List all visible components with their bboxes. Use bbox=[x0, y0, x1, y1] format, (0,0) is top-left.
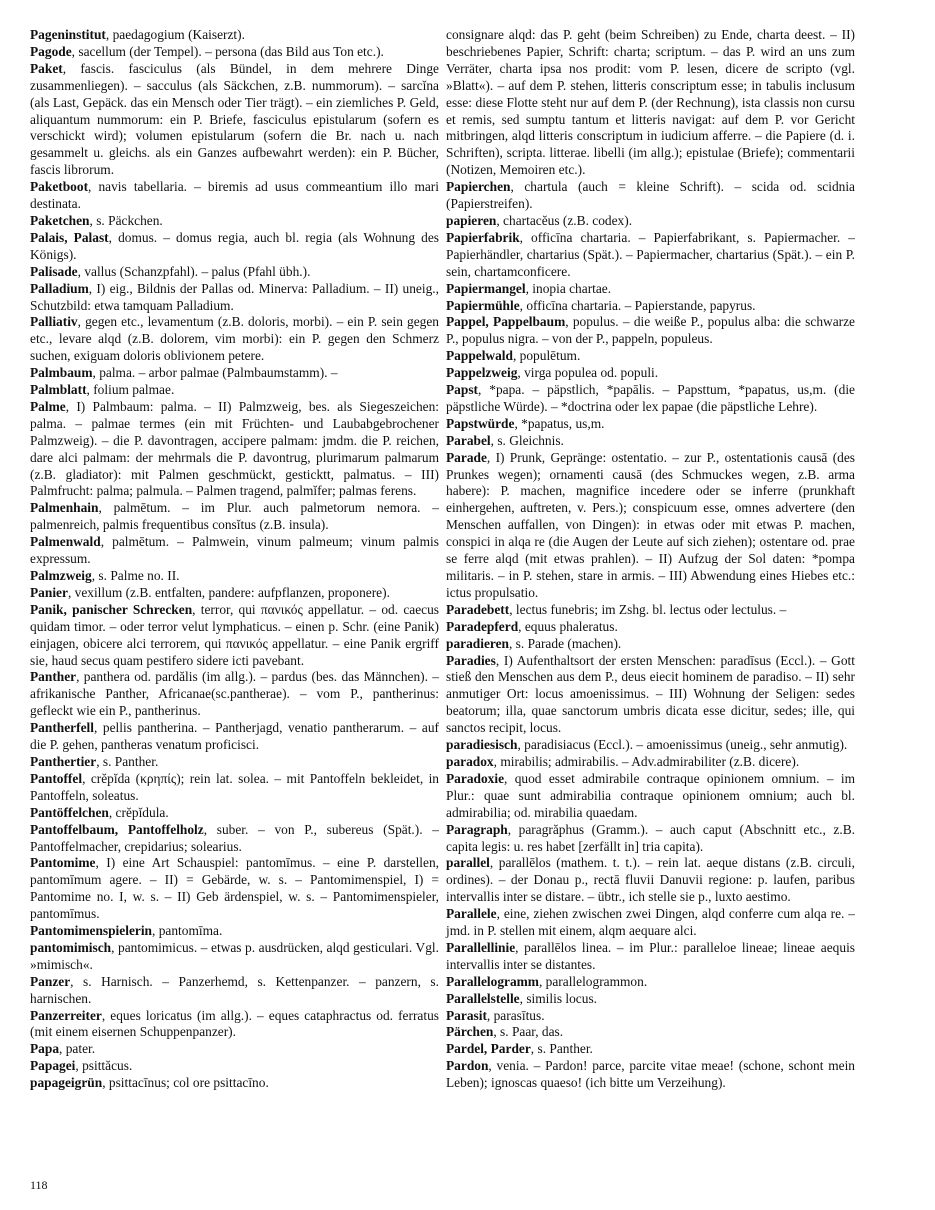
left-column bbox=[30, 27, 439, 1092]
headword: Pagode bbox=[30, 43, 72, 59]
definition: , suber. – von P., subereus (Spät.). – Pantoffelmacher, crepidarius; solearius. bbox=[30, 821, 439, 854]
dictionary-entry bbox=[446, 27, 855, 179]
headword: Pappel, Pappelbaum bbox=[446, 314, 566, 330]
dictionary-entry bbox=[446, 1041, 855, 1058]
dictionary-entry bbox=[30, 822, 439, 856]
page-number: 118 bbox=[30, 1178, 48, 1192]
dictionary-entry bbox=[30, 568, 439, 585]
definition: , I) Prunk, Gepränge: ostentatio. – zur P., ostentationis causā (des Prunkes wegen); ornamenti causā (des Schmuckes wegen, z.B. arma habere): P. machen, magnifice incedere oder se inferre (prunkhaft einhergehen, auftreten, v. Pers.); conspicuum esse, omnes advertere (den Menschen auffallen, von Dingen): in etwas oder mit etwas P. machen, conspici in alqa re (die Augen der Leute auf sich ziehen); ostentare od. prae se ferre alqd (mit etwas prahlen). – II) Aufzug der Sol daten: *pompa militaris. – in P. stehen, stare in armis. – III) Abwendung eines Hiebes etc.: ictus propulsatio. bbox=[446, 449, 855, 600]
headword: Paket bbox=[30, 60, 63, 76]
headword: paradieren bbox=[446, 635, 509, 651]
headword: Pärchen bbox=[446, 1024, 494, 1040]
headword: Pantoffel bbox=[30, 770, 83, 786]
definition: , psittacīnus; col ore psittacīno. bbox=[102, 1075, 269, 1091]
definition: , palma. – arbor palmae (Palmbaumstamm). – bbox=[92, 365, 338, 381]
dictionary-entry bbox=[30, 213, 439, 230]
definition: , palmētum. – im Plur. auch palmetorum nemora. – palmenreich, palmis frequentibus consĭtus (z.B. insula). bbox=[30, 500, 439, 533]
headword: Panthertier bbox=[30, 753, 97, 769]
headword: papageigrün bbox=[30, 1075, 103, 1091]
dictionary-entry bbox=[446, 991, 855, 1008]
definition: , pellis pantherina. – Pantherjagd, venatio pantherarum. – auf die P. gehen, pantheras venatum proficisci. bbox=[30, 720, 439, 753]
dictionary-entry bbox=[30, 585, 439, 602]
headword: Palliativ bbox=[30, 314, 78, 330]
dictionary-entry bbox=[446, 213, 855, 230]
definition: , folium palmae. bbox=[86, 382, 175, 398]
dictionary-entry bbox=[30, 534, 439, 568]
definition: , quod esset admirabile contraque opinionem omnium. – im Plur.: quae sunt admirabilia contraque opinionem omnium; auch bl. admirabilia; od. mirabilia quaedam. bbox=[446, 770, 855, 820]
dictionary-entry bbox=[446, 348, 855, 365]
headword: Parallelogramm bbox=[446, 973, 539, 989]
headword: Paragraph bbox=[446, 821, 508, 837]
definition: , fascis. fasciculus (als Bündel, in dem mehrere Dinge zusammenliegen). – sacculus (als Säckchen, z.B. nummorum). – sarcĭna (als Last, Gepäck. das ein Mensch oder Tier trägt). – ein ziemliches P. Geld, aliquantum nummorum: ein P. Briefe, fasciculus epistularum (sofern es verschickt wird); volumen epistularum (sofern die Br. nach u. nach gesammelt u. gleichs. als ein Ganzes aufbewahrt werden): ein P. Bücher, fascis librorum. bbox=[30, 60, 439, 178]
headword: Parallellinie bbox=[446, 939, 516, 955]
dictionary-entry bbox=[446, 230, 855, 281]
definition: , eques loricatus (im allg.). – eques cataphractus od. ferratus (mit einem eisernen Schuppenpanzer). bbox=[30, 1007, 439, 1040]
definition: , I) Palmbaum: palma. – II) Palmzweig, bes. als Siegeszeichen: palma. – palmae termes (ein mit Früchten- und Laubabgebrochener Palmzweig). – die P. davontragen, accipere palmam: jmdm. die P. reichen, dare alci palmam: der mehrmals die P. davontrug, plurimarum palmarum (z.B. gladiator): mit Palmen geschmückt, gesticktt, palmatus. – III) Palmfrucht: palma; palmula. – Palmen tragend, palmĭfer; palmas ferens. bbox=[30, 398, 439, 499]
headword: paradiesisch bbox=[446, 737, 518, 753]
dictionary-entry bbox=[30, 264, 439, 281]
dictionary-entry bbox=[446, 940, 855, 974]
headword: Papagei bbox=[30, 1058, 76, 1074]
dictionary-entry bbox=[446, 1058, 855, 1092]
definition: , I) Aufenthaltsort der ersten Menschen: paradīsus (Eccl.). – Gott stieß den Menschen aus dem P., deus eiecit hominem de paradiso. – II) sehr anmutiger Ort: locus amoenissimus. – III) Wohnung der Seligen: sedes beatorum; illa, quae sanctorum umbris dicata esse dicitur, sedes; ille, qui sanctos recipit, locus. bbox=[446, 652, 855, 736]
definition: , sacellum (der Tempel). – persona (das Bild aus Ton etc.). bbox=[71, 43, 384, 59]
dictionary-entry bbox=[446, 433, 855, 450]
definition: , s. Panther. bbox=[530, 1041, 593, 1057]
dictionary-entry bbox=[446, 602, 855, 619]
dictionary-entry bbox=[30, 1041, 439, 1058]
dictionary-entry bbox=[446, 737, 855, 754]
definition: , *papa. – päpstlich, *papālis. – Papsttum, *papatus, us,m. (die päpstliche Würde). – *doctrina oder lex papae (die päpstliche Lehre). bbox=[446, 382, 855, 414]
headword: Panzerreiter bbox=[30, 1007, 102, 1023]
headword: Pantherfell bbox=[30, 720, 94, 736]
headword: Papiermühle bbox=[446, 297, 520, 313]
dictionary-entry bbox=[30, 974, 439, 1008]
dictionary-entry bbox=[446, 1008, 855, 1025]
dictionary-entry bbox=[30, 500, 439, 534]
definition: , I) eine Art Schauspiel: pantomīmus. – eine P. darstellen, pantomīmum agere. – II) = Gebärde, w. s. – Pantomimenspiel, I) = Pantomime no. I, w. s. – II) Geb ärdenspiel, w. s. – Pantomimenspieler, pantomīmus. bbox=[30, 855, 439, 922]
headword: Parabel bbox=[446, 432, 491, 448]
definition: , chartula (auch = kleine Schrift). – scida od. scidnia (Papierstreifen). bbox=[446, 179, 855, 212]
dictionary-entry bbox=[446, 365, 855, 382]
dictionary-entry bbox=[446, 450, 855, 602]
definition: , navis tabellaria. – biremis ad usus commeantium illo mari destinata. bbox=[30, 179, 439, 212]
headword: Palmenhain bbox=[30, 500, 99, 516]
definition: , officīna chartaria. – Papierfabrikant, s. Papiermacher. – Papierhändler, chartarius (Spät.). – Papiermacher, chartarius (Spät.). – ein P. sein, chartamconficere. bbox=[446, 229, 855, 279]
dictionary-entry bbox=[30, 771, 439, 805]
headword: Parade bbox=[446, 449, 487, 465]
definition: , domus. – domus regia, auch bl. regia (als Wohnung des Königs). bbox=[30, 229, 439, 262]
definition: , *papatus, us,m. bbox=[514, 415, 605, 431]
dictionary-entry bbox=[446, 636, 855, 653]
dictionary-entry bbox=[446, 619, 855, 636]
headword: Papiermangel bbox=[446, 280, 526, 296]
headword: Parasit bbox=[446, 1007, 487, 1023]
definition: , paragrăphus (Gramm.). – auch caput (Abschnitt etc., z.B. capita legis: u. res habet [zerfällt in] tria capita). bbox=[446, 821, 855, 854]
headword: Pappelzweig bbox=[446, 365, 518, 381]
definition: consignare alqd: das P. geht (beim Schreiben) zu Ende, charta deest. – II) beschriebenes Papier, Schrift: charta; scriptum. – das P. wird an uns zum Verräter, charta ipsa nos prodit: vom P. lesen, dicere de scripto (vgl. »Blatt«). – auf dem P. stehen, litteris conscriptum esse; in tabulis inclusum esse: diese Flotte steht nur auf dem P. (der Rechnung), ista classis non cursu et remis, sed sumptu tantum et litteris navigat: auf dem P. vor Gericht mitbringen, alqd litteris conscriptum in iudicium afferre. – die Papiere (d. i. Schriften), scripta. litterae. libelli (im allg.); epistulae (Briefe); commentarii (Notizen, Memoiren etc.). bbox=[446, 27, 855, 178]
dictionary-entry bbox=[446, 314, 855, 348]
definition: , crĕpĭdula. bbox=[108, 804, 169, 820]
headword: Pantoffelbaum, Pantoffelholz bbox=[30, 821, 204, 837]
definition: , s. Palme no. II. bbox=[91, 568, 180, 583]
definition: , inopia chartae. bbox=[525, 280, 612, 296]
dictionary-entry bbox=[30, 230, 439, 264]
definition: , s. Gleichnis. bbox=[490, 432, 564, 448]
definition: , vexillum (z.B. entfalten, pandere: aufpflanzen, proponere). bbox=[67, 584, 390, 600]
definition: , I) eig., Bildnis der Pallas od. Minerva: Palladium. – II) uneig., Schutzbild: etwa tamquam Palladium. bbox=[30, 280, 439, 313]
headword: Palais, Palast bbox=[30, 229, 109, 245]
dictionary-entry bbox=[446, 855, 855, 906]
definition: , pater. bbox=[59, 1041, 96, 1057]
dictionary-entry bbox=[30, 940, 439, 974]
definition: , s. Parade (machen). bbox=[508, 635, 622, 651]
dictionary-entry bbox=[30, 602, 439, 670]
definition: , parallēlos linea. – im Plur.: paralleloe lineae; lineae aequis intervallis inter se distantes. bbox=[446, 939, 855, 972]
dictionary-entry bbox=[30, 365, 439, 382]
headword: parallel bbox=[446, 855, 490, 871]
definition: , s. Paar, das. bbox=[493, 1024, 564, 1040]
dictionary-entry bbox=[30, 1058, 439, 1075]
headword: Papst bbox=[446, 382, 478, 398]
definition: , mirabilis; admirabilis. – Adv.admirabiliter (z.B. dicere). bbox=[493, 753, 800, 769]
headword: Pappelwald bbox=[446, 348, 513, 364]
headword: Pardel, Parder bbox=[446, 1041, 531, 1057]
headword: Panzer bbox=[30, 973, 71, 989]
headword: Pantöffelchen bbox=[30, 804, 109, 820]
dictionary-entry bbox=[30, 27, 439, 44]
dictionary-entry bbox=[446, 822, 855, 856]
dictionary-entry bbox=[446, 382, 855, 416]
headword: Paradebett bbox=[446, 601, 510, 617]
definition: , parasītus. bbox=[486, 1007, 545, 1023]
headword: Papstwürde bbox=[446, 415, 515, 431]
dictionary-entry bbox=[30, 754, 439, 771]
dictionary-entry bbox=[30, 1075, 439, 1092]
headword: Paradepferd bbox=[446, 618, 519, 634]
headword: Papierfabrik bbox=[446, 229, 520, 245]
headword: Pantomime bbox=[30, 855, 96, 871]
definition: , crĕpĭda (κρηπίς); rein lat. solea. – mit Pantoffeln bekleidet, in Pantoffeln, soleatus. bbox=[30, 770, 439, 803]
headword: Palmblatt bbox=[30, 382, 87, 398]
definition: , officīna chartaria. – Papierstande, papyrus. bbox=[519, 297, 756, 313]
dictionary-entry bbox=[446, 281, 855, 298]
definition: , eine, ziehen zwischen zwei Dingen, alqd conferre cum alqa re. – jmd. in P. stellen mit einem, alqm aequare alci. bbox=[446, 906, 855, 939]
headword: Pantomimenspielerin bbox=[30, 923, 152, 939]
definition: , venia. – Pardon! parce, parcite vitae meae! (schone, schont mein Leben); ignoscas quaeso! (ich bitte um Verzeihung). bbox=[446, 1058, 855, 1091]
headword: Paradoxie bbox=[446, 770, 505, 786]
definition: , terror, qui πανικός appellatur. – od. caecus quidam timor. – oder terror velut lymphaticus. – einen p. Schr. (eine Panik) einjagen, obicere alci terrorem, qui πανικός appellatur. – eine Panik ergriff sie, haud secus quam pestifero sidere icti pavebant. bbox=[30, 601, 439, 668]
headword: Panik, panischer Schrecken bbox=[30, 601, 193, 617]
dictionary-entry bbox=[30, 720, 439, 754]
definition: , paradisiacus (Eccl.). – amoenissimus (uneig., sehr anmutig). bbox=[517, 737, 848, 753]
dictionary-entry bbox=[446, 771, 855, 822]
definition: , virga populea od. populi. bbox=[517, 365, 659, 381]
headword: Paketchen bbox=[30, 212, 90, 228]
right-column bbox=[446, 27, 855, 1092]
definition: , gegen etc., levamentum (z.B. doloris, morbi). – ein P. sein gegen etc., levare alqd (z.B. dolorem, vim morbi): ein P. gegen den Schmerz suchen, exiguam doloris oblivionem petere. bbox=[30, 314, 439, 364]
dictionary-entry bbox=[30, 44, 439, 61]
definition: , panthera od. pardălis (im allg.). – pardus (bes. das Männchen). – afrikanische Panther, Africanae(sc.pantherae). – vom P., pantherinus: gefleckt wie ein P., pantherinus. bbox=[30, 669, 439, 719]
dictionary-entry bbox=[30, 314, 439, 365]
dictionary-entry bbox=[30, 855, 439, 923]
headword: papieren bbox=[446, 212, 497, 228]
definition: , palmētum. – Palmwein, vinum palmeum; vinum palmis expressum. bbox=[30, 534, 439, 567]
headword: paradox bbox=[446, 753, 494, 769]
headword: Paketboot bbox=[30, 179, 89, 195]
headword: Pageninstitut bbox=[30, 27, 106, 42]
headword: Panier bbox=[30, 584, 68, 600]
dictionary-entry bbox=[30, 805, 439, 822]
definition: , parallelogrammon. bbox=[538, 973, 648, 989]
headword: Palme bbox=[30, 398, 66, 414]
definition: , pantomīma. bbox=[152, 923, 223, 939]
dictionary-entry bbox=[446, 754, 855, 771]
definition: , vallus (Schanzpfahl). – palus (Pfahl übh.). bbox=[77, 263, 311, 279]
definition: , s. Päckchen. bbox=[89, 212, 163, 228]
headword: Papierchen bbox=[446, 179, 511, 195]
dictionary-entry bbox=[446, 653, 855, 738]
dictionary-entry bbox=[446, 906, 855, 940]
headword: Panther bbox=[30, 669, 77, 685]
definition: , equus phaleratus. bbox=[518, 618, 618, 634]
dictionary-entry bbox=[30, 382, 439, 399]
dictionary-entry bbox=[30, 179, 439, 213]
headword: Palmzweig bbox=[30, 568, 92, 583]
definition: , lectus funebris; im Zshg. bl. lectus oder lectulus. – bbox=[509, 601, 787, 617]
dictionary-entry bbox=[30, 1008, 439, 1042]
dictionary-entry bbox=[446, 179, 855, 213]
headword: Pardon bbox=[446, 1058, 489, 1074]
headword: Palmenwald bbox=[30, 534, 101, 550]
definition: , psittăcus. bbox=[75, 1058, 133, 1074]
dictionary-entry bbox=[446, 974, 855, 991]
dictionary-entry bbox=[30, 923, 439, 940]
dictionary-entry bbox=[446, 298, 855, 315]
definition: , populus. – die weiße P., populus alba: die schwarze P., populus nigra. – von der P., pappeln, populeus. bbox=[446, 314, 855, 347]
dictionary-entry bbox=[30, 281, 439, 315]
headword: Papa bbox=[30, 1041, 60, 1057]
headword: Palisade bbox=[30, 263, 78, 279]
dictionary-entry bbox=[30, 61, 439, 179]
dictionary-entry bbox=[30, 669, 439, 720]
definition: , pantomimicus. – etwas p. ausdrücken, alqd gesticulari. Vgl. »mimisch«. bbox=[30, 939, 439, 972]
dictionary-entry bbox=[446, 1024, 855, 1041]
headword: Parallelstelle bbox=[446, 990, 520, 1006]
headword: Palmbaum bbox=[30, 365, 93, 381]
headword: Paradies bbox=[446, 652, 496, 668]
headword: Palladium bbox=[30, 280, 89, 296]
definition: , paedagogium (Kaiserzt). bbox=[105, 27, 245, 42]
definition: , chartacĕus (z.B. codex). bbox=[496, 212, 633, 228]
definition: , s. Panther. bbox=[96, 753, 159, 769]
headword: Parallele bbox=[446, 906, 497, 922]
headword: pantomimisch bbox=[30, 939, 112, 955]
definition: , populētum. bbox=[512, 348, 581, 364]
dictionary-entry bbox=[446, 416, 855, 433]
definition: , parallēlos (mathem. t. t.). – rein lat. aeque distans (z.B. circuli, ordines). – der Donau p., rectā fluvii Danuvii regione: p. laufen, paribus intervallis inter se distare. – übtr., ich stelle sie p., luxto aestimo. bbox=[446, 855, 855, 905]
dictionary-entry bbox=[30, 399, 439, 500]
definition: , similis locus. bbox=[519, 990, 598, 1006]
definition: , s. Harnisch. – Panzerhemd, s. Kettenpanzer. – panzern, s. harnischen. bbox=[30, 973, 439, 1006]
